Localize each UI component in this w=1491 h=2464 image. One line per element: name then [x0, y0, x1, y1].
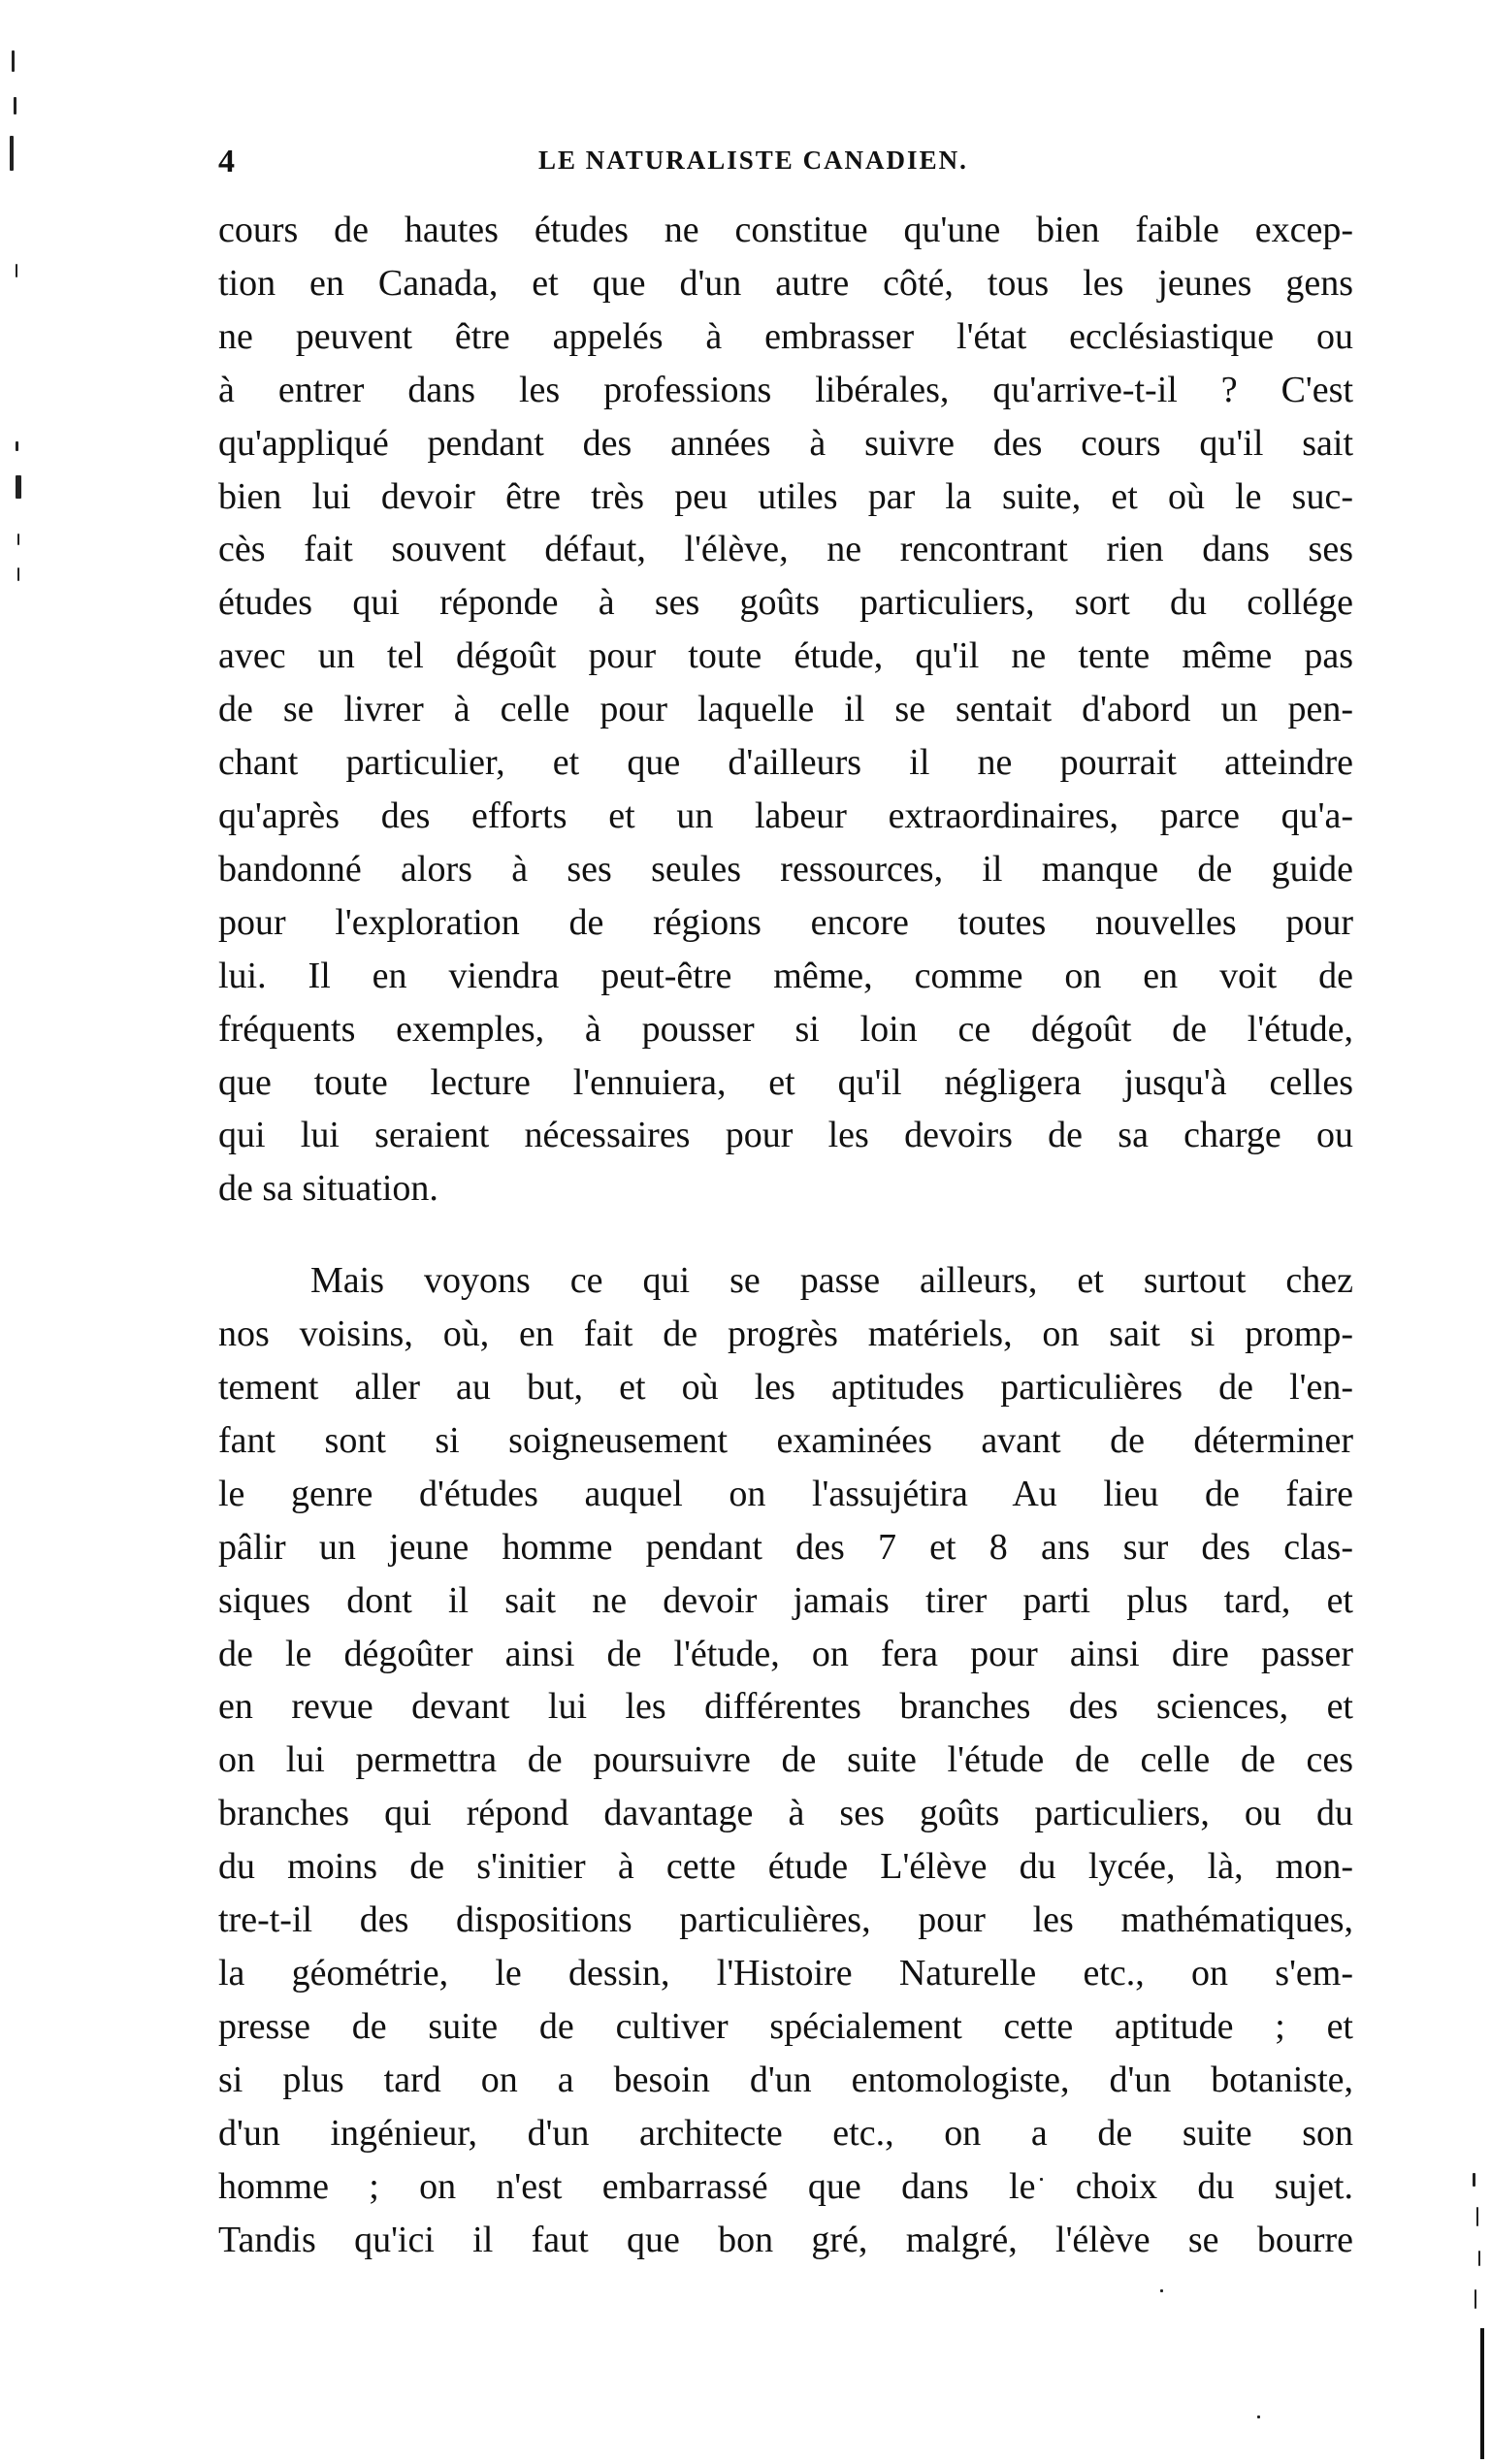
dust-speck — [1257, 2415, 1260, 2418]
text-line: de sa situation. — [218, 1168, 438, 1210]
text-line: avec un tel dégoût pour toute étude, qu'il ne tente même pas — [218, 635, 1353, 677]
text-line: du moins de s'initier à cette étude L'élève du lycée, là, mon- — [218, 1846, 1353, 1888]
text-line: branches qui répond davantage à ses goûts particuliers, ou du — [218, 1793, 1353, 1834]
right-edge-mark — [1475, 2289, 1476, 2309]
running-title: LE NATURALISTE CANADIEN. — [538, 146, 968, 175]
right-edge-mark — [1478, 2251, 1480, 2266]
text-line: fant sont si soigneusement examinées avant de déterminer — [218, 1419, 1353, 1461]
left-edge-mark — [14, 97, 16, 114]
text-line: la géométrie, le dessin, l'Histoire Naturelle etc., on s'em- — [218, 1953, 1353, 1994]
dust-speck — [1160, 2289, 1163, 2292]
left-edge-mark — [16, 441, 18, 451]
text-line: Mais voyons ce qui se passe ailleurs, et surtout chez — [310, 1260, 1353, 1302]
text-line: fréquents exemples, à pousser si loin ce dégoût de l'étude, — [218, 1008, 1353, 1050]
text-line: bien lui devoir être très peu utiles par la suite, et où le suc- — [218, 475, 1353, 517]
right-edge-mark — [1473, 2173, 1475, 2187]
text-line: presse de suite de cultiver spécialement cette aptitude ; et — [218, 2005, 1353, 2047]
text-line: on lui permettra de poursuivre de suite l'étude de celle de ces — [218, 1739, 1353, 1781]
page-header — [218, 136, 1358, 194]
left-edge-mark — [16, 264, 17, 277]
text-line: si plus tard on a besoin d'un entomologiste, d'un botaniste, — [218, 2059, 1353, 2100]
right-edge-mark — [1476, 2207, 1478, 2226]
text-line: nos voisins, où, en fait de progrès matériels, on sait si promp- — [218, 1313, 1353, 1355]
text-line: qu'après des efforts et un labeur extraordinaires, parce qu'a- — [218, 794, 1353, 836]
page-number: 4 — [218, 144, 235, 179]
text-line: qu'appliqué pendant des années à suivre des cours qu'il sait — [218, 422, 1353, 464]
text-line: tion en Canada, et que d'un autre côté, tous les jeunes gens — [218, 262, 1353, 304]
text-line: Tandis qu'ici il faut que bon gré, malgré, l'élève se bourre — [218, 2219, 1353, 2260]
text-line: tre-t-il des dispositions particulières, pour les mathématiques, — [218, 1899, 1353, 1941]
left-edge-mark — [16, 475, 21, 499]
text-line: pâlir un jeune homme pendant des 7 et 8 ans sur des clas- — [218, 1526, 1353, 1568]
text-line: siques dont il sait ne devoir jamais tirer parti plus tard, et — [218, 1579, 1353, 1621]
text-line: qui lui seraient nécessaires pour les devoirs de sa charge ou — [218, 1115, 1353, 1156]
text-line: d'un ingénieur, d'un architecte etc., on a de suite son — [218, 2112, 1353, 2154]
text-line: le genre d'études auquel on l'assujétira Au lieu de faire — [218, 1473, 1353, 1514]
text-line: cours de hautes études ne constitue qu'une bien faible excep- — [218, 210, 1353, 250]
paragraph-1 — [218, 204, 1353, 1216]
text-line: bandonné alors à ses seules ressources, il manque de guide — [218, 848, 1353, 890]
text-line: cès fait souvent défaut, l'élève, ne rencontrant rien dans ses — [218, 529, 1353, 570]
text-line: chant particulier, et que d'ailleurs il ne pourrait atteindre — [218, 742, 1353, 784]
left-edge-mark — [12, 50, 15, 72]
right-edge-rule — [1480, 2328, 1484, 2459]
text-line: études qui réponde à ses goûts particuliers, sort du collége — [218, 582, 1353, 624]
text-line: homme ; on n'est embarrassé que dans le choix du sujet. — [218, 2165, 1353, 2207]
paragraph-gap — [218, 1216, 1353, 1254]
text-line: de le dégoûter ainsi de l'étude, on fera pour ainsi dire passer — [218, 1633, 1353, 1674]
text-line: en revue devant lui les différentes branches des sciences, et — [218, 1686, 1353, 1728]
text-line: lui. Il en viendra peut-être même, comme on en voit de — [218, 955, 1353, 996]
text-line: à entrer dans les professions libérales, qu'arrive-t-il ? C'est — [218, 369, 1353, 410]
text-line: de se livrer à celle pour laquelle il se sentait d'abord un pen- — [218, 689, 1353, 730]
left-edge-mark — [10, 136, 14, 171]
text-line: que toute lecture l'ennuiera, et qu'il négligera jusqu'à celles — [218, 1061, 1353, 1103]
left-edge-mark — [17, 567, 19, 581]
text-line: tement aller au but, et où les aptitudes particulières de l'en- — [218, 1367, 1353, 1409]
text-line: pour l'exploration de régions encore toutes nouvelles pour — [218, 901, 1353, 943]
text-line: ne peuvent être appelés à embrasser l'état ecclésiastique ou — [218, 315, 1353, 357]
body-text — [218, 204, 1353, 2266]
left-edge-mark — [17, 534, 19, 545]
paragraph-2 — [218, 1254, 1353, 2266]
